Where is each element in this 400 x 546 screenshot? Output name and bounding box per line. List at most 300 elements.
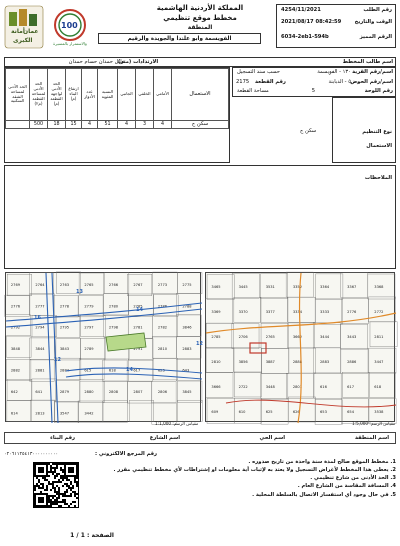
qr-module: [54, 503, 56, 505]
col-min-area-label: الحد الأدنى لمساحة القطعة (م٢): [31, 81, 46, 106]
zoning-table: [5, 68, 229, 129]
parcel-number: 2798: [108, 325, 119, 330]
parcel-number: 653: [320, 410, 327, 414]
qr-module: [62, 495, 64, 497]
qr-module: [62, 475, 64, 477]
col-height-label: ارتفاع البناء (م): [68, 86, 79, 101]
qr-module: [52, 495, 54, 497]
qr-module: [64, 495, 66, 497]
qr-module: [54, 499, 56, 501]
qr-module: [54, 471, 56, 473]
qr-module: [72, 485, 74, 487]
street-line: [66, 374, 202, 379]
qr-module: [58, 463, 60, 465]
qr-module: [36, 477, 38, 479]
parcel-number: 2791: [133, 347, 143, 352]
parcel-number: 2775: [182, 282, 192, 287]
parcel-number: 2776: [10, 304, 21, 309]
qr-module: [76, 485, 78, 487]
street-label: اسم الشارع: [149, 435, 180, 441]
qr-module: [48, 483, 50, 485]
parcel-number: 2781: [133, 325, 143, 330]
qr-module: [66, 503, 68, 505]
qr-module: [42, 487, 44, 489]
address-bar: [4, 432, 396, 444]
qr-module: [76, 477, 78, 479]
applicant-label: اسم طالب المخطط: [342, 59, 393, 65]
qr-module: [68, 495, 70, 497]
qr-module: [50, 483, 52, 485]
amman-logo: [3, 4, 45, 50]
qr-module: [70, 489, 72, 491]
qr-module: [54, 501, 56, 503]
qr-module: [44, 489, 46, 491]
parcel-number: 618: [108, 368, 116, 373]
parcel-number: 3856: [238, 360, 248, 364]
col-side: [118, 69, 136, 121]
qr-module: [48, 499, 50, 501]
badge-caption: والاستمرار بالمسيرة: [53, 41, 87, 46]
qr-module: [50, 465, 52, 467]
qr-module: [56, 475, 58, 477]
logo-text-2: عمان: [23, 28, 39, 35]
parcel-number: 3448: [265, 385, 275, 389]
plate-label: رقم اللوحة: [364, 88, 393, 94]
qr-module: [48, 475, 50, 477]
qr-module: [40, 483, 42, 485]
page-indicator: [34, 532, 114, 542]
qr-module: [66, 495, 68, 497]
qr-module: [52, 481, 54, 483]
cell-height: 15: [66, 121, 82, 129]
parcel-number: 616: [320, 385, 327, 389]
parcel-number: 2765: [84, 282, 94, 287]
qr-module: [74, 479, 76, 481]
qr-module: [60, 501, 62, 503]
ref-label: رقم المرجع الالكتروني :: [95, 451, 158, 457]
col-percent-label: النسبة المئوية: [101, 88, 114, 99]
qr-module: [48, 495, 50, 497]
qr-module: [70, 481, 72, 483]
street-number: 16: [34, 315, 41, 321]
area-label: حسب سند التسجيل: [237, 69, 280, 75]
qr-module: [56, 465, 58, 467]
cell-rear: 3: [136, 121, 154, 129]
cell-floors: 4: [82, 121, 98, 129]
parcel-number: 2797: [84, 325, 94, 330]
qr-module: [56, 501, 58, 503]
col-min-front: [48, 69, 66, 121]
qr-module: [64, 483, 66, 485]
parcel-number: 2880: [84, 390, 94, 394]
parcel-number: 609: [211, 410, 219, 414]
parcel-number: 2879: [59, 390, 70, 394]
qr-module: [48, 501, 50, 503]
parcel-number: 3444: [320, 335, 330, 339]
qr-module: [70, 487, 72, 489]
qr-module: [74, 505, 76, 507]
qr-module: [68, 485, 70, 487]
request-no-label: رقم الطلب: [363, 7, 392, 13]
qr-module: [46, 479, 48, 481]
qr-module: [60, 467, 62, 469]
qr-module: [74, 501, 76, 503]
qr-module: [62, 479, 64, 481]
cell-min-unit: [6, 121, 30, 129]
parcel-number: 2773: [157, 282, 168, 287]
parcel-number: 2883: [182, 347, 192, 352]
qr-module: [70, 493, 72, 495]
parcel-number: 625: [265, 410, 273, 414]
qr-module: [54, 467, 56, 469]
parcel-number: 3843: [59, 347, 70, 352]
qr-module: [58, 493, 60, 495]
qr-module: [38, 479, 40, 481]
note-1: 1. مخطط الموقع صالح لمدة سنة واحدة من تاريخ صدوره .: [248, 459, 396, 465]
table-use-label: الاستعمال: [189, 90, 211, 97]
col-floors: [82, 69, 98, 121]
qr-module: [68, 505, 70, 507]
parcel-number: 3334: [292, 310, 303, 314]
qr-module: [52, 485, 54, 487]
qr-module: [50, 505, 52, 507]
page-current: 1: [80, 532, 85, 539]
qr-module: [68, 487, 70, 489]
parcel-number: 2769: [10, 282, 21, 287]
qr-module: [40, 487, 42, 489]
qr-module: [44, 479, 46, 481]
qr-module: [60, 477, 62, 479]
basin-label: اسم/رقم الحوض: [350, 79, 393, 85]
parcel-number: 2810: [211, 360, 221, 364]
cell-min-front: 18: [48, 121, 66, 129]
qr-module: [46, 485, 48, 487]
parcel-boundary: [314, 374, 341, 399]
serial-value: 6034-2eb1-594b: [281, 34, 329, 40]
village-value: ١٣٠ - الفويسمة: [317, 69, 351, 75]
qr-module: [38, 481, 40, 483]
qr-module: [34, 487, 36, 489]
qr-code: [33, 462, 79, 508]
page-separator: /: [76, 532, 79, 539]
qr-module: [54, 475, 56, 477]
parcel-number: 610: [238, 410, 246, 414]
qr-module: [54, 487, 56, 489]
qr-module: [50, 489, 52, 491]
qr-module: [50, 503, 52, 505]
note-4: 4. المسافة المقاسة من الشارع العام .: [297, 483, 396, 490]
col-min-front-label: الحد الأدنى لواجهة القطعة (م): [50, 81, 63, 106]
col-use-header: [172, 69, 229, 121]
qr-finder: [68, 467, 74, 473]
qr-module: [62, 485, 64, 487]
parcel-number: 3368: [374, 285, 384, 289]
parcel-number: 2772: [374, 310, 384, 314]
serial-label: الرقم المميز: [359, 34, 392, 40]
qr-module: [76, 483, 78, 485]
parcel-number: 3848: [10, 347, 21, 352]
qr-module: [50, 469, 52, 471]
qr-module: [58, 505, 60, 507]
qr-module: [58, 491, 60, 493]
qr-module: [60, 505, 62, 507]
parcel-number: 643: [182, 368, 190, 373]
parcel-number: 2806: [157, 390, 168, 394]
parcel-number: 3377: [265, 310, 275, 314]
qr-module: [54, 481, 56, 483]
page-label: الصفحة :: [87, 532, 114, 539]
parcel-number: 3447: [374, 360, 384, 364]
parcel-number: 2884: [59, 368, 70, 373]
parcel-value: 2175: [236, 79, 250, 85]
cell-row-label: [172, 121, 229, 129]
qr-module: [58, 479, 60, 481]
parcel-label: رقم القطعة: [255, 79, 286, 85]
qr-module: [50, 499, 52, 501]
street-number: 12: [196, 341, 203, 347]
qr-module: [68, 479, 70, 481]
parcel-number: 617: [133, 368, 141, 373]
parcel-number: 2766: [108, 282, 119, 287]
street-number: 14: [126, 367, 133, 373]
logo-text-3: الكبرى: [13, 37, 33, 44]
qr-module: [38, 485, 40, 487]
parcel-number: 2779: [84, 304, 94, 309]
notes-label: الملاحظات: [364, 175, 392, 181]
qr-module: [60, 469, 62, 471]
qr-module: [52, 497, 54, 499]
map-right-caption: مقياس الرسم: 1:5,000: [352, 421, 396, 426]
region-label: المنطقة: [187, 24, 213, 31]
qr-module: [44, 477, 46, 479]
qr-module: [72, 487, 74, 489]
area-value: مساحة القطعة: [237, 88, 269, 94]
qr-module: [74, 495, 76, 497]
parcel-number: 3531: [265, 285, 275, 289]
qr-module: [46, 487, 48, 489]
qr-module: [54, 469, 56, 471]
street-number: 12: [54, 357, 61, 363]
applicant-value: خليل حمدان حسام حمدان: [68, 59, 125, 65]
parcel-boundary: [103, 401, 128, 422]
parcel-number: 3666: [211, 385, 221, 389]
parcel-number: 642: [10, 390, 18, 394]
parcel-number: 2722: [238, 385, 248, 389]
qr-module: [74, 493, 76, 495]
map-left-caption: مقياس الرسم: 1:1,000: [155, 421, 199, 426]
col-percent: [98, 69, 118, 121]
parcel-number: 641: [35, 390, 43, 394]
parcel-number: 2810: [157, 347, 168, 352]
zoning-type-box: [332, 97, 396, 163]
parcel-number: 3364: [320, 285, 330, 289]
map-left-detail[interactable]: [5, 272, 201, 422]
qr-module: [52, 487, 54, 489]
street-number: 14: [136, 307, 143, 313]
street-number: 13: [76, 289, 83, 295]
qr-module: [62, 493, 64, 495]
map-right-overview[interactable]: [205, 272, 395, 422]
parcel-number: 3844: [35, 347, 45, 352]
parcel-number: 2883: [320, 360, 330, 364]
qr-module: [62, 501, 64, 503]
qr-module: [66, 489, 68, 491]
qr-module: [58, 495, 60, 497]
qr-module: [36, 483, 38, 485]
qr-module: [38, 487, 40, 489]
qr-module: [76, 497, 78, 499]
parcel-number: 623: [157, 368, 165, 373]
qr-module: [34, 489, 36, 491]
parcel-number: 2792: [10, 325, 21, 330]
parcel-number: 3443: [347, 335, 357, 339]
footer-notes: [96, 460, 396, 499]
qr-module: [62, 477, 64, 479]
parcel-number: 2780: [108, 304, 119, 309]
parcel-number: 2785: [133, 304, 143, 309]
row-label: سكن ج: [191, 120, 209, 127]
qr-module: [56, 497, 58, 499]
date-value: 2021/08/17 08:42:59: [281, 19, 342, 25]
parcel-boundary: [129, 400, 154, 421]
cell-front: 4: [154, 121, 172, 129]
qr-module: [46, 489, 48, 491]
qr-module: [62, 471, 64, 473]
col-floors-label: عدد الأدوار: [84, 88, 95, 99]
plate-value: 5: [311, 88, 315, 94]
qr-module: [60, 475, 62, 477]
notes-box: [4, 165, 396, 269]
setbacks-header: الارتدادات (متر): [118, 59, 159, 65]
cell-percent: 51: [98, 121, 118, 129]
cell-min-area: 500: [30, 121, 48, 129]
logo-text-1: أمانة: [11, 28, 25, 35]
parcel-number: 2786: [157, 304, 168, 309]
parcel-number: 2767: [133, 282, 143, 287]
col-rear: [136, 69, 154, 121]
qr-module: [54, 489, 56, 491]
qr-module: [50, 501, 52, 503]
qr-module: [42, 483, 44, 485]
qr-module: [48, 481, 50, 483]
qr-module: [34, 485, 36, 487]
page-total: 1: [70, 532, 75, 539]
parcel-number: 3887: [265, 360, 275, 364]
request-no-value: 4254/11/2021: [281, 7, 321, 13]
qr-module: [50, 471, 52, 473]
qr-module: [76, 493, 78, 495]
parcel-number: 2881: [35, 368, 45, 373]
qr-module: [64, 503, 66, 505]
qr-module: [56, 499, 58, 501]
qr-module: [50, 495, 52, 497]
region-value: الفويسمة وابو علندا والجويدة والرقيم: [127, 36, 232, 42]
qr-module: [64, 477, 66, 479]
qr-module: [62, 463, 64, 465]
qr-module: [70, 495, 72, 497]
col-height: [66, 69, 82, 121]
qr-module: [60, 481, 62, 483]
qr-module: [40, 491, 42, 493]
qr-module: [52, 463, 54, 465]
area-name-label: اسم المنطقة: [354, 435, 389, 441]
qr-module: [74, 477, 76, 479]
zoning-type-value: سكن ج: [300, 128, 317, 134]
parcel-number: 2778: [59, 304, 70, 309]
kingdom-title: المملكة الأردنية الهاشمية: [156, 4, 244, 12]
parcel-number: 2776: [347, 310, 357, 314]
subject-parcel-marker: [250, 343, 266, 353]
parcel-number: 2811: [374, 335, 384, 339]
parcel-number: 2785: [211, 335, 221, 339]
qr-module: [54, 477, 56, 479]
qr-module: [36, 485, 38, 487]
parcel-boundary: [369, 372, 396, 397]
parcel-number: 2788: [182, 304, 192, 309]
note-5: 5. في حال وجود أي استفسار الاتصال بالسلطة المحلية .: [252, 491, 396, 498]
col-min-area: [30, 69, 48, 121]
qr-module: [72, 501, 74, 503]
parcel-number: 3352: [292, 285, 303, 289]
qr-module: [58, 501, 60, 503]
parcel-number: 2706: [238, 335, 248, 339]
zoning-use-label: الاستعمال: [366, 143, 392, 149]
qr-module: [54, 491, 56, 493]
col-front-label: الأمامي: [156, 91, 169, 97]
parcel-number: 2888: [292, 360, 303, 364]
zoning-type-label: نوع التنظيم: [362, 129, 392, 135]
request-info-box: [276, 4, 396, 48]
parcel-number: 3369: [211, 310, 221, 314]
qr-module: [42, 477, 44, 479]
parcel-number: 2808: [108, 390, 119, 394]
qr-module: [48, 463, 50, 465]
parcel-number: 3445: [238, 285, 248, 289]
col-side-label: الجانبي: [120, 91, 133, 97]
col-rear-label: الخلفي: [138, 91, 151, 97]
qr-module: [48, 505, 50, 507]
badge-number: 100: [61, 21, 78, 30]
qr-module: [58, 473, 60, 475]
qr-module: [56, 467, 58, 469]
note-3: 3. الحد الأدنى من شارع تنظيمي .: [310, 475, 396, 482]
qr-module: [48, 471, 50, 473]
qr-module: [62, 469, 64, 471]
note-2: 2. يعطى هذا المخطط لأغراض التسجيل ولا يعتد به لإثبات أية معلومات او إشتراطات لأي مخطط تنظيمي مقرر .: [113, 467, 396, 474]
qr-module: [54, 463, 56, 465]
basin-value: ٥ - الدبابنة: [328, 79, 351, 85]
parcel-number: 2813: [35, 411, 45, 416]
qr-module: [56, 503, 58, 505]
date-label: الوقت والتاريخ: [354, 19, 392, 25]
qr-module: [52, 503, 54, 505]
qr-module: [52, 471, 54, 473]
qr-module: [42, 485, 44, 487]
qr-module: [74, 491, 76, 493]
parcel-number: 2795: [59, 325, 70, 330]
qr-module: [58, 487, 60, 489]
qr-module: [76, 481, 78, 483]
qr-module: [60, 493, 62, 495]
parcel-number: 3333: [320, 310, 330, 314]
qr-module: [70, 483, 72, 485]
parcel-number: 2764: [35, 282, 45, 287]
parcel-number: 618: [374, 385, 382, 389]
parcel-number: 2807: [133, 390, 143, 394]
parcel-info-box: [232, 67, 396, 97]
parcel-number: 617: [347, 385, 355, 389]
qr-module: [62, 499, 64, 501]
